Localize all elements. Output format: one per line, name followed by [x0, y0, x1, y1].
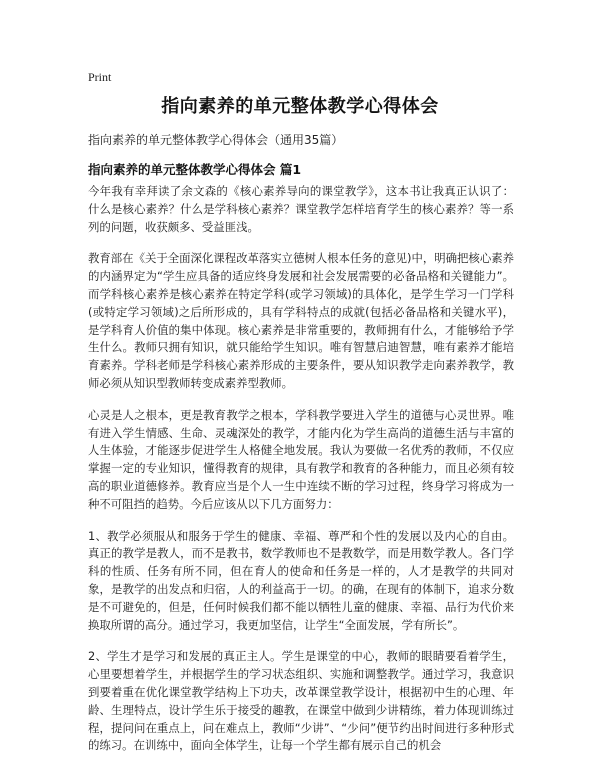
- paragraph-4: 1、教学必须服从和服务于学生的健康、幸福、尊严和个性的发展以及内心的自由。真正的教学是教人，而不是教书，数学教师也不是教数学，而是用数学教人。各门学科的性质、任务有所不同，但在育人的使命和任务是一样的，人才是教学的共同对象，是教学的出发点和归宿，人的利益高于一切。的确，在现有的体制下，追求分数是不可避免的，但是，任何时候我们都不能以牺牲儿童的健康、幸福、品行为代价来换取所谓的高分。通过学习，我更加坚信，让学生“全面发展，学有所长”。: [88, 528, 514, 632]
- paragraph-2: 教育部在《关于全面深化课程改革落实立德树人根本任务的意见)中，明确把核心素养的内涵界定为“学生应具备的适应终身发展和社会发展需要的必备品格和关键能力”。而学科核心素养是核心素养在特定学科(或学习领域)的具体化，是学生学习一门学科(或特定学习领域)之后所形成的，具有学科特点的成就(包括必备品格和关键水平)，是学科育人价值的集中体现。核心素养是非常重要的，教师拥有什么，才能够给予学生什么。教师只拥有知识，就只能给学生知识。唯有智慧启迪智慧，唯有素养才能培育素养。学科老师是学科核心素养形成的主要条件，要从知识教学走向素养教学，教师必须从知识型教师转变成素养型教师。: [88, 251, 514, 390]
- paragraph-5: 2、学生才是学习和发展的真正主人。学生是课堂的中心，教师的眼睛要看着学生，心里要想着学生，并根据学生的学习状态组织、实施和调整教学。通过学习，我意识到要着重在优化课堂教学结构上下功夫，改革课堂教学设计，根据初中生的心理、年龄、生理特点，设计学生乐于接受的趣教，在课堂中做到少讲精练，着力体现训练过程，提问问在重点上，问在难点上，教师“少讲”、“少问”便节约出时间进行多种形式的练习。在训练中，面向全体学生，让每一个学生都有展示自己的机会: [88, 649, 514, 753]
- paragraph-3: 心灵是人之根本，更是教育教学之根本，学科教学要进入学生的道德与心灵世界。唯有进入学生情感、生命、灵魂深处的教学，才能内化为学生高尚的道德生活与丰富的人生体验，才能逐步促进学生人格健全地发展。我认为要做一名优秀的教师，不仅应掌握一定的专业知识，懂得教育的规律，具有教学和教育的各种能力，而且必须有较高的职业道德修养。教育应当是个人一生中连续不断的学习过程，终身学习将成为一种不可阻挡的趋势。今后应该从以下几方面努力：: [88, 407, 514, 511]
- document-subtitle: 指向素养的单元整体教学心得体会（通用35篇）: [88, 133, 344, 147]
- paragraph-1: 今年我有幸拜读了余文森的《核心素养导向的课堂教学》，这本书让我真正认识了：什么是核心素养？什么是学科核心素养？课堂教学怎样培育学生的核心素养？等一系列的问题，收获颇多、受益匪浅。: [88, 184, 514, 234]
- document-title: 指向素养的单元整体教学心得体会: [161, 96, 439, 117]
- document-body: [88, 183, 514, 769]
- section-heading: 指向素养的单元整体教学心得体会 篇1: [88, 162, 302, 177]
- print-label: Print: [88, 70, 112, 84]
